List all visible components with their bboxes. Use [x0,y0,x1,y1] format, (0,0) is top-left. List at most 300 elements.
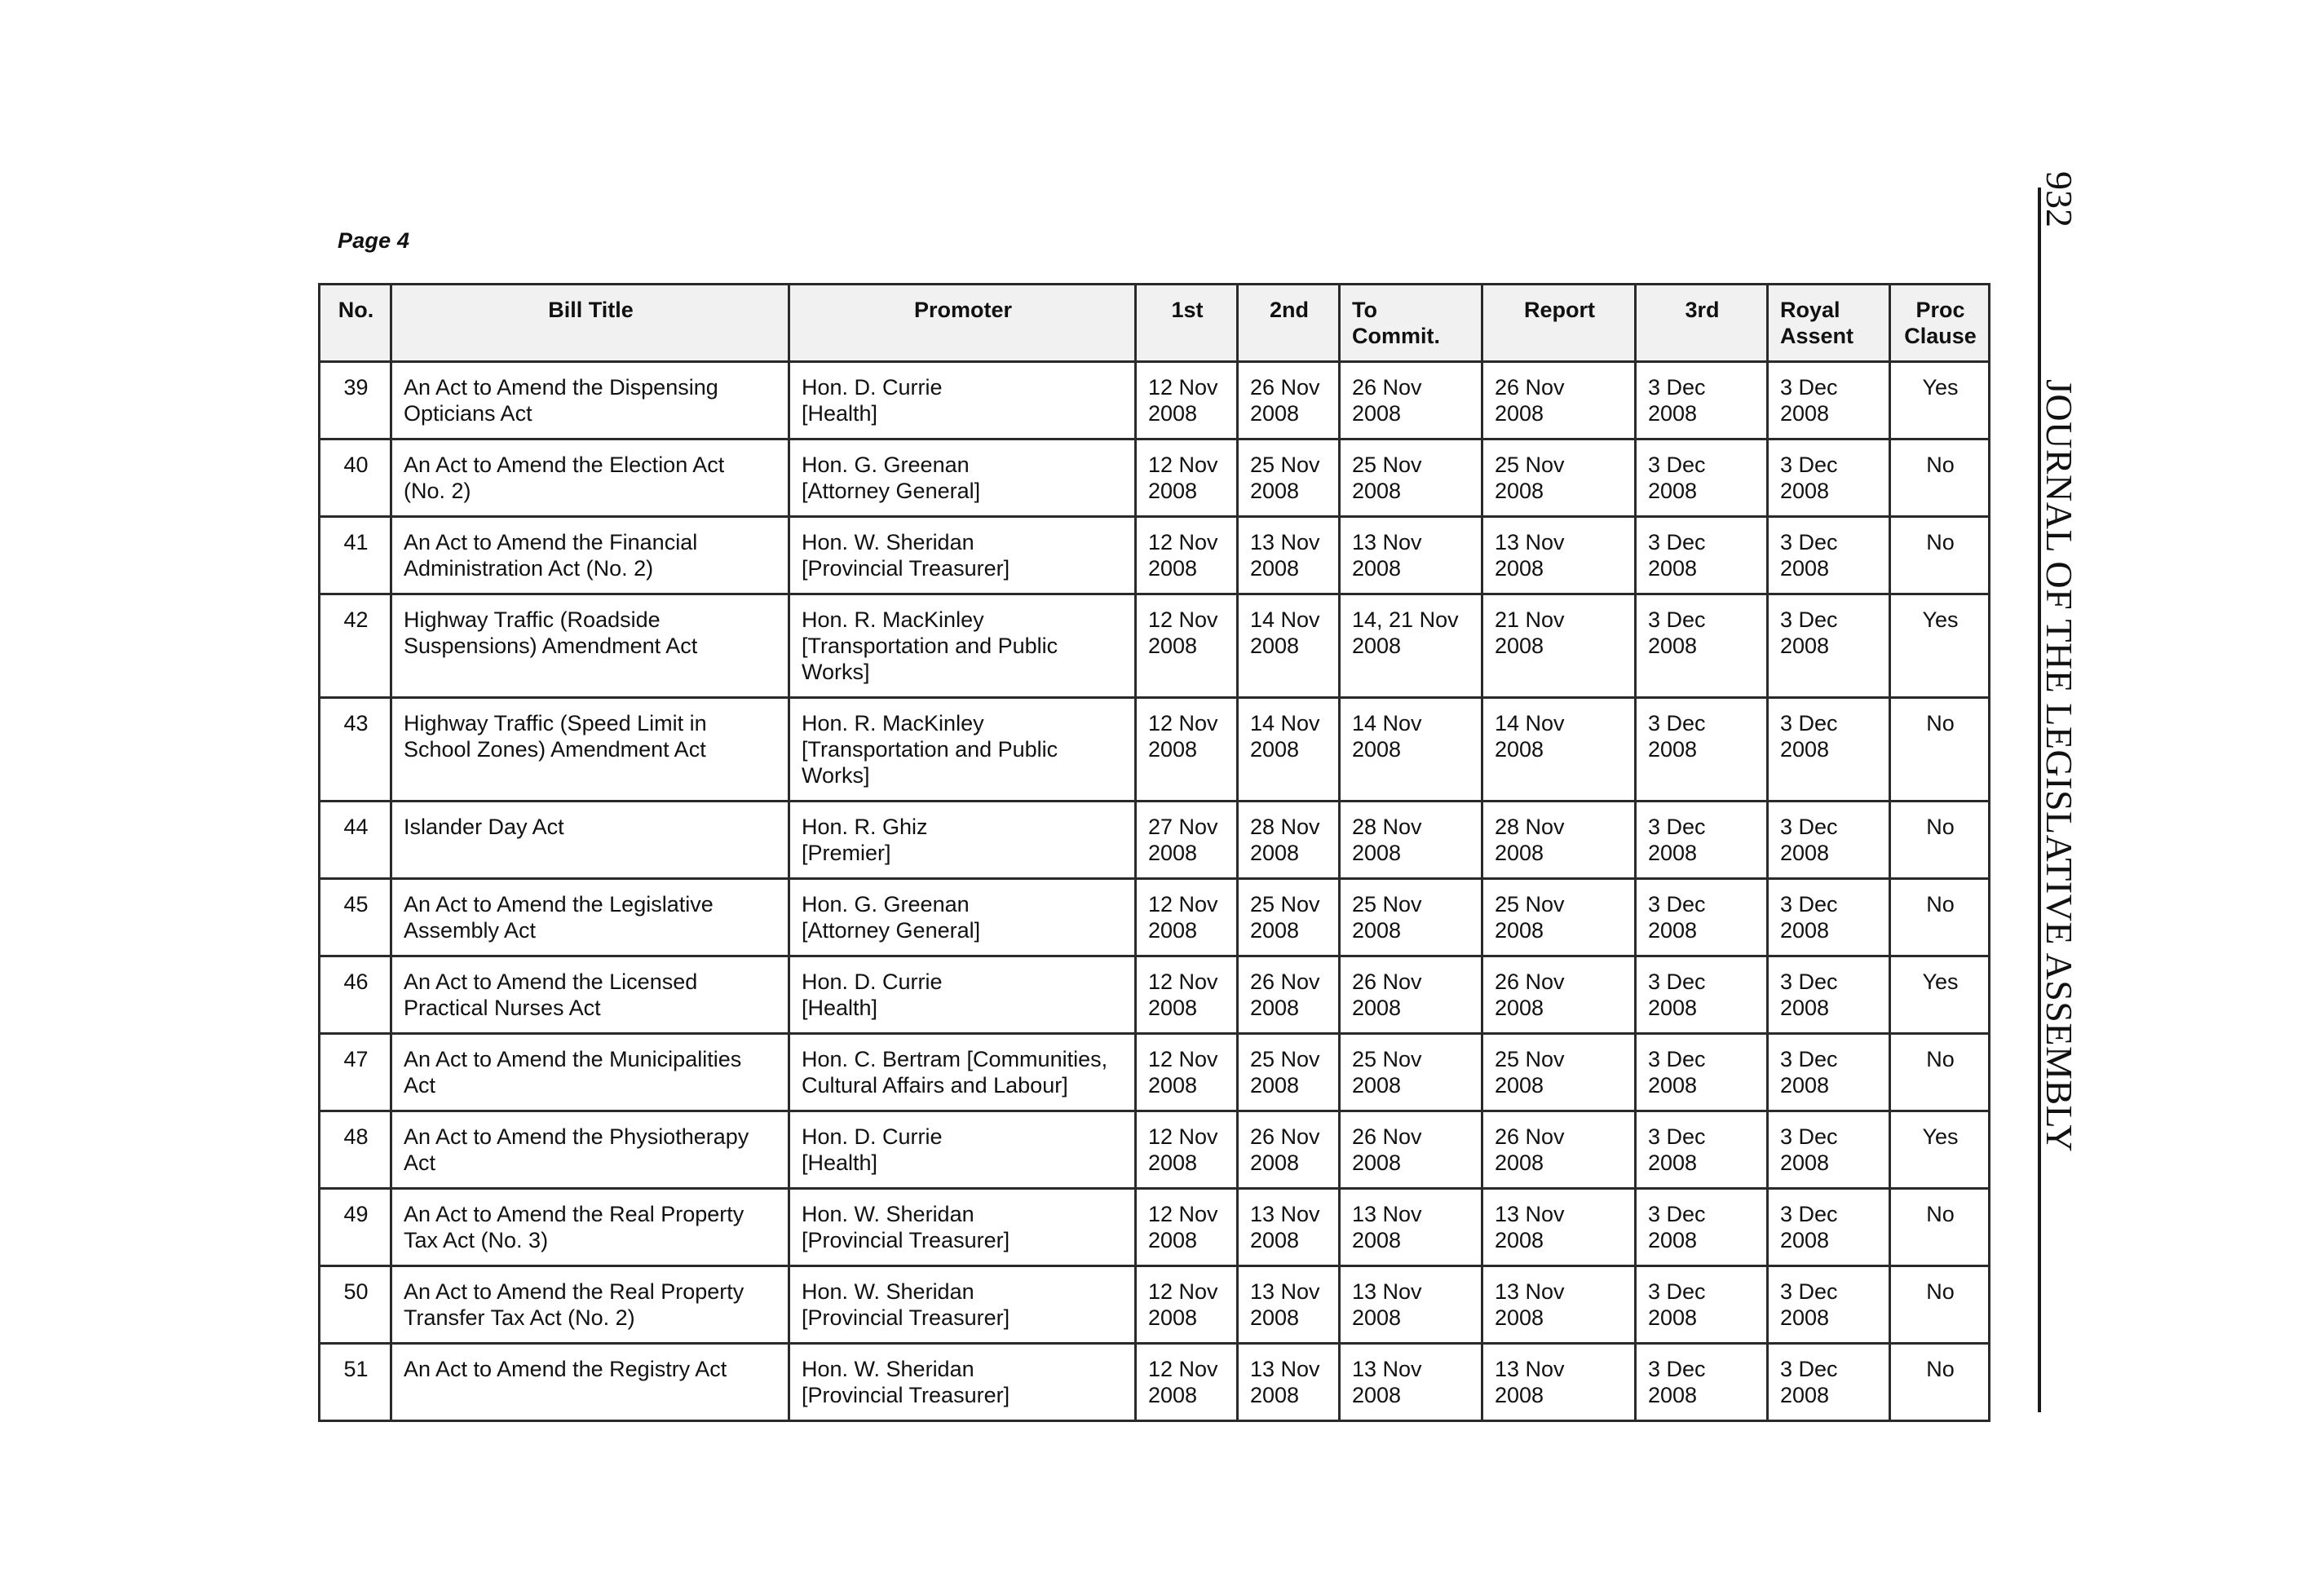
cell-report [1482,956,1636,1034]
cell-bill-title [391,594,789,698]
table-header [320,285,1990,362]
cell-first-reading [1136,1344,1238,1421]
cell-royal-assent [1768,362,1890,439]
cell-bill-title [391,517,789,594]
cell-bill-title [391,439,789,517]
cell-royal-assent-text: 3 Dec [1780,530,1838,554]
cell-royal-assent-text: 3 Dec [1780,1279,1838,1304]
cell-no-text: 51 [343,1357,369,1381]
header-promoter: Promoter [789,285,1136,362]
page-number: 932 [2039,171,2080,227]
cell-promoter [789,1111,1136,1189]
cell-no [320,698,391,802]
cell-to-commit [1340,517,1482,594]
cell-first-reading [1136,802,1238,879]
cell-bill-title-text: An Act to Amend the Legislative [404,892,714,916]
cell-promoter-text: [Provincial Treasurer] [802,1383,1010,1407]
cell-first-reading-text: 2008 [1148,479,1198,503]
cell-report-text: 2008 [1495,479,1544,503]
cell-no-text: 40 [343,453,369,477]
cell-third-reading-text: 2008 [1648,1305,1698,1330]
cell-proc-clause-text: No [1926,815,1955,839]
cell-second-reading-text: 2008 [1250,1305,1300,1330]
cell-third-reading-text: 2008 [1648,556,1698,581]
cell-proc-clause-text: No [1926,892,1955,916]
cell-proc-clause-text: No [1926,453,1955,477]
table-row [320,1266,1990,1344]
cell-no-text: 48 [343,1124,369,1149]
cell-bill-title [391,1266,789,1344]
cell-third-reading [1636,594,1768,698]
cell-second-reading-text: 25 Nov [1250,1047,1320,1071]
cell-promoter [789,1266,1136,1344]
cell-bill-title-text: Act [404,1151,436,1175]
cell-second-reading-text: 2008 [1250,918,1300,943]
cell-bill-title [391,1111,789,1189]
cell-third-reading-text: 3 Dec [1648,1124,1706,1149]
cell-second-reading-text: 26 Nov [1250,969,1320,994]
cell-second-reading [1238,698,1340,802]
cell-proc-clause-text: Yes [1922,375,1959,400]
cell-third-reading [1636,879,1768,956]
cell-third-reading [1636,802,1768,879]
side-header [2035,171,2083,1411]
cell-report [1482,439,1636,517]
cell-royal-assent [1768,1189,1890,1266]
cell-bill-title-text: Islander Day Act [404,815,564,839]
cell-royal-assent [1768,698,1890,802]
cell-to-commit-text: 2008 [1352,1305,1402,1330]
cell-first-reading-text: 2008 [1148,1151,1198,1175]
cell-third-reading-text: 2008 [1648,401,1698,426]
cell-proc-clause [1890,1266,1990,1344]
cell-to-commit-text: 2008 [1352,479,1402,503]
cell-second-reading-text: 26 Nov [1250,375,1320,400]
header-first-reading: 1st [1136,285,1238,362]
cell-no [320,362,391,439]
cell-to-commit-text: 2008 [1352,634,1402,658]
page-label: Page 4 [338,228,410,253]
cell-to-commit [1340,956,1482,1034]
cell-no [320,517,391,594]
cell-first-reading-text: 12 Nov [1148,375,1218,400]
cell-report [1482,1266,1636,1344]
cell-report-text: 2008 [1495,1151,1544,1175]
cell-promoter-text: [Provincial Treasurer] [802,1228,1010,1252]
cell-second-reading [1238,517,1340,594]
cell-to-commit-text: 2008 [1352,996,1402,1020]
cell-proc-clause-text: No [1926,1279,1955,1304]
cell-to-commit [1340,594,1482,698]
cell-to-commit-text: 28 Nov [1352,815,1422,839]
cell-bill-title-text: An Act to Amend the Financial [404,530,698,554]
cell-no [320,802,391,879]
cell-third-reading-text: 3 Dec [1648,453,1706,477]
cell-bill-title-text: Highway Traffic (Roadside [404,607,661,632]
cell-second-reading-text: 26 Nov [1250,1124,1320,1149]
cell-third-reading-text: 2008 [1648,737,1698,762]
cell-royal-assent [1768,956,1890,1034]
cell-report-text: 28 Nov [1495,815,1565,839]
cell-promoter-text: Hon. W. Sheridan [802,1357,974,1381]
cell-third-reading-text: 3 Dec [1648,1279,1706,1304]
cell-promoter-text: Hon. W. Sheridan [802,1202,974,1226]
cell-report-text: 2008 [1495,841,1544,865]
cell-promoter-text: Hon. W. Sheridan [802,530,974,554]
cell-bill-title-text: Assembly Act [404,918,537,943]
cell-royal-assent [1768,439,1890,517]
cell-bill-title-text: Opticians Act [404,401,532,426]
cell-promoter [789,956,1136,1034]
header-report: Report [1482,285,1636,362]
cell-proc-clause-text: No [1926,1047,1955,1071]
cell-promoter [789,1034,1136,1111]
header-row [320,285,1990,362]
header-no: No. [320,285,391,362]
cell-no-text: 50 [343,1279,369,1304]
cell-bill-title-text: An Act to Amend the Election Act [404,453,725,477]
cell-second-reading [1238,1344,1340,1421]
cell-to-commit-text: 26 Nov [1352,969,1422,994]
cell-second-reading-text: 13 Nov [1250,1357,1320,1381]
cell-bill-title [391,802,789,879]
cell-first-reading [1136,956,1238,1034]
cell-no-text: 49 [343,1202,369,1226]
cell-promoter [789,517,1136,594]
cell-report [1482,1111,1636,1189]
table-row [320,802,1990,879]
cell-proc-clause-text: No [1926,1202,1955,1226]
cell-first-reading-text: 2008 [1148,556,1198,581]
header-third-reading: 3rd [1636,285,1768,362]
cell-second-reading [1238,956,1340,1034]
cell-proc-clause [1890,439,1990,517]
cell-first-reading-text: 2008 [1148,1305,1198,1330]
cell-second-reading [1238,879,1340,956]
cell-royal-assent [1768,802,1890,879]
cell-third-reading-text: 3 Dec [1648,530,1706,554]
table-row [320,1344,1990,1421]
cell-first-reading-text: 12 Nov [1148,1279,1218,1304]
cell-first-reading-text: 2008 [1148,737,1198,762]
cell-no [320,439,391,517]
cell-report [1482,362,1636,439]
header-royal-assent-line1: Royal [1780,298,1840,322]
cell-third-reading-text: 3 Dec [1648,815,1706,839]
cell-first-reading-text: 2008 [1148,1383,1198,1407]
cell-second-reading [1238,802,1340,879]
side-header-rotated [2035,171,2083,1411]
cell-first-reading-text: 2008 [1148,918,1198,943]
cell-bill-title-text: An Act to Amend the Licensed [404,969,698,994]
cell-bill-title-text: An Act to Amend the Real Property [404,1279,744,1304]
header-royal-assent-line2: Assent [1780,324,1854,348]
cell-bill-title [391,956,789,1034]
header-bill-title: Bill Title [391,285,789,362]
cell-report-text: 13 Nov [1495,1202,1565,1226]
cell-bill-title-text: Administration Act (No. 2) [404,556,654,581]
cell-second-reading [1238,1111,1340,1189]
cell-first-reading [1136,1266,1238,1344]
cell-to-commit-text: 2008 [1352,1383,1402,1407]
cell-royal-assent-text: 2008 [1780,1073,1830,1098]
cell-royal-assent-text: 3 Dec [1780,815,1838,839]
table-row [320,1189,1990,1266]
cell-first-reading [1136,362,1238,439]
cell-bill-title-text: School Zones) Amendment Act [404,737,706,762]
cell-first-reading [1136,879,1238,956]
cell-first-reading-text: 12 Nov [1148,892,1218,916]
cell-report-text: 2008 [1495,1073,1544,1098]
cell-report-text: 2008 [1495,996,1544,1020]
cell-proc-clause [1890,594,1990,698]
cell-to-commit [1340,1266,1482,1344]
cell-third-reading-text: 2008 [1648,479,1698,503]
cell-second-reading-text: 13 Nov [1250,530,1320,554]
cell-no-text: 41 [343,530,369,554]
cell-promoter [789,698,1136,802]
cell-to-commit-text: 2008 [1352,1151,1402,1175]
cell-third-reading [1636,1189,1768,1266]
cell-royal-assent [1768,1266,1890,1344]
cell-royal-assent [1768,594,1890,698]
cell-third-reading-text: 2008 [1648,634,1698,658]
table-row [320,956,1990,1034]
cell-report-text: 25 Nov [1495,453,1565,477]
cell-promoter-text: Hon. D. Currie [802,1124,943,1149]
cell-to-commit-text: 13 Nov [1352,1279,1422,1304]
cell-royal-assent-text: 3 Dec [1780,711,1838,735]
cell-third-reading-text: 2008 [1648,1383,1698,1407]
cell-third-reading-text: 3 Dec [1648,969,1706,994]
cell-second-reading-text: 2008 [1250,401,1300,426]
cell-report-text: 2008 [1495,634,1544,658]
cell-promoter-text: Hon. G. Greenan [802,453,970,477]
cell-royal-assent-text: 2008 [1780,1151,1830,1175]
cell-promoter-text: [Health] [802,401,878,426]
cell-no-text: 46 [343,969,369,994]
cell-royal-assent-text: 2008 [1780,556,1830,581]
cell-no [320,594,391,698]
bills-table [318,283,1990,1422]
cell-promoter-text: [Transportation and Public [802,634,1058,658]
cell-first-reading-text: 12 Nov [1148,969,1218,994]
cell-third-reading-text: 3 Dec [1648,607,1706,632]
cell-report-text: 13 Nov [1495,1279,1565,1304]
cell-to-commit-text: 25 Nov [1352,892,1422,916]
cell-first-reading [1136,1111,1238,1189]
cell-second-reading [1238,1034,1340,1111]
table-row [320,439,1990,517]
cell-promoter-text: Hon. R. Ghiz [802,815,928,839]
cell-to-commit-text: 2008 [1352,1228,1402,1252]
cell-no [320,1344,391,1421]
cell-no [320,1111,391,1189]
cell-royal-assent [1768,517,1890,594]
cell-promoter-text: [Health] [802,996,878,1020]
cell-royal-assent-text: 3 Dec [1780,1124,1838,1149]
cell-first-reading [1136,698,1238,802]
cell-royal-assent-text: 2008 [1780,479,1830,503]
cell-report-text: 14 Nov [1495,711,1565,735]
cell-first-reading-text: 12 Nov [1148,711,1218,735]
cell-promoter-text: Hon. C. Bertram [Communities, [802,1047,1108,1071]
cell-royal-assent-text: 2008 [1780,634,1830,658]
cell-third-reading [1636,698,1768,802]
cell-no-text: 45 [343,892,369,916]
cell-second-reading [1238,594,1340,698]
cell-promoter-text: Works] [802,660,870,684]
cell-to-commit [1340,802,1482,879]
cell-third-reading-text: 3 Dec [1648,892,1706,916]
cell-report [1482,1344,1636,1421]
cell-promoter-text: [Provincial Treasurer] [802,556,1010,581]
cell-third-reading [1636,1266,1768,1344]
cell-no [320,956,391,1034]
cell-bill-title [391,698,789,802]
cell-royal-assent-text: 3 Dec [1780,375,1838,400]
cell-proc-clause [1890,698,1990,802]
cell-report-text: 25 Nov [1495,892,1565,916]
cell-third-reading-text: 3 Dec [1648,375,1706,400]
cell-to-commit-text: 14 Nov [1352,711,1422,735]
cell-first-reading-text: 12 Nov [1148,1124,1218,1149]
cell-to-commit-text: 2008 [1352,841,1402,865]
cell-promoter [789,1189,1136,1266]
cell-to-commit-text: 13 Nov [1352,1357,1422,1381]
cell-first-reading [1136,517,1238,594]
cell-report-text: 2008 [1495,1228,1544,1252]
cell-bill-title-text: An Act to Amend the Municipalities [404,1047,742,1071]
cell-royal-assent-text: 2008 [1780,918,1830,943]
cell-royal-assent-text: 3 Dec [1780,607,1838,632]
cell-report-text: 2008 [1495,556,1544,581]
cell-bill-title [391,362,789,439]
cell-second-reading [1238,1189,1340,1266]
cell-second-reading-text: 2008 [1250,996,1300,1020]
cell-second-reading-text: 2008 [1250,1228,1300,1252]
cell-promoter-text: [Transportation and Public [802,737,1058,762]
cell-promoter [789,439,1136,517]
cell-second-reading [1238,1266,1340,1344]
cell-promoter [789,879,1136,956]
cell-promoter-text: [Attorney General] [802,918,981,943]
cell-royal-assent [1768,879,1890,956]
cell-to-commit [1340,879,1482,956]
cell-second-reading-text: 2008 [1250,737,1300,762]
table-row [320,1034,1990,1111]
table-row [320,879,1990,956]
cell-to-commit-text: 2008 [1352,401,1402,426]
cell-third-reading [1636,439,1768,517]
cell-proc-clause-text: No [1926,530,1955,554]
cell-report [1482,594,1636,698]
cell-report [1482,1189,1636,1266]
cell-second-reading-text: 2008 [1250,1151,1300,1175]
cell-first-reading [1136,1034,1238,1111]
cell-first-reading-text: 12 Nov [1148,530,1218,554]
cell-to-commit-text: 13 Nov [1352,530,1422,554]
cell-royal-assent-text: 3 Dec [1780,1357,1838,1381]
cell-second-reading-text: 14 Nov [1250,711,1320,735]
cell-bill-title [391,1034,789,1111]
cell-no-text: 42 [343,607,369,632]
cell-third-reading-text: 3 Dec [1648,1202,1706,1226]
cell-royal-assent-text: 3 Dec [1780,1047,1838,1071]
journal-title: JOURNAL OF THE LEGISLATIVE ASSEMBLY [2039,379,2080,1153]
cell-second-reading-text: 14 Nov [1250,607,1320,632]
cell-royal-assent-text: 3 Dec [1780,1202,1838,1226]
cell-third-reading-text: 2008 [1648,1151,1698,1175]
cell-no-text: 47 [343,1047,369,1071]
cell-no [320,1266,391,1344]
cell-third-reading [1636,1111,1768,1189]
cell-proc-clause [1890,879,1990,956]
cell-second-reading-text: 25 Nov [1250,892,1320,916]
cell-third-reading [1636,956,1768,1034]
cell-bill-title-text: An Act to Amend the Real Property [404,1202,744,1226]
cell-report-text: 26 Nov [1495,375,1565,400]
cell-first-reading-text: 2008 [1148,401,1198,426]
cell-first-reading [1136,594,1238,698]
cell-royal-assent-text: 2008 [1780,1305,1830,1330]
cell-bill-title-text: An Act to Amend the Dispensing [404,375,718,400]
cell-first-reading-text: 2008 [1148,634,1198,658]
cell-to-commit-text: 25 Nov [1352,453,1422,477]
cell-proc-clause-text: Yes [1922,969,1959,994]
table-row [320,698,1990,802]
cell-report-text: 26 Nov [1495,969,1565,994]
cell-third-reading-text: 2008 [1648,996,1698,1020]
cell-to-commit [1340,1344,1482,1421]
cell-royal-assent [1768,1034,1890,1111]
cell-to-commit-text: 26 Nov [1352,375,1422,400]
cell-royal-assent-text: 2008 [1780,841,1830,865]
cell-proc-clause [1890,1189,1990,1266]
cell-bill-title [391,1189,789,1266]
header-proc-clause [1890,285,1990,362]
cell-promoter-text: Hon. R. MacKinley [802,711,984,735]
table-body [320,362,1990,1421]
cell-bill-title-text: Tax Act (No. 3) [404,1228,549,1252]
cell-first-reading-text: 12 Nov [1148,453,1218,477]
cell-no [320,879,391,956]
cell-second-reading-text: 2008 [1250,479,1300,503]
cell-bill-title [391,1344,789,1421]
cell-to-commit-text: 14, 21 Nov [1352,607,1459,632]
cell-bill-title-text: (No. 2) [404,479,471,503]
cell-report-text: 2008 [1495,1383,1544,1407]
cell-to-commit-text: 2008 [1352,556,1402,581]
cell-no-text: 44 [343,815,369,839]
table-row [320,517,1990,594]
cell-to-commit-text: 2008 [1352,737,1402,762]
cell-proc-clause [1890,956,1990,1034]
cell-third-reading [1636,362,1768,439]
cell-report-text: 13 Nov [1495,530,1565,554]
cell-proc-clause [1890,1111,1990,1189]
cell-royal-assent-text: 2008 [1780,1228,1830,1252]
cell-bill-title-text: An Act to Amend the Registry Act [404,1357,727,1381]
header-second-reading: 2nd [1238,285,1340,362]
cell-to-commit [1340,439,1482,517]
cell-royal-assent-text: 2008 [1780,996,1830,1020]
cell-promoter [789,594,1136,698]
cell-promoter-text: Hon. W. Sheridan [802,1279,974,1304]
cell-no-text: 43 [343,711,369,735]
cell-promoter-text: Cultural Affairs and Labour] [802,1073,1068,1098]
cell-second-reading-text: 2008 [1250,841,1300,865]
